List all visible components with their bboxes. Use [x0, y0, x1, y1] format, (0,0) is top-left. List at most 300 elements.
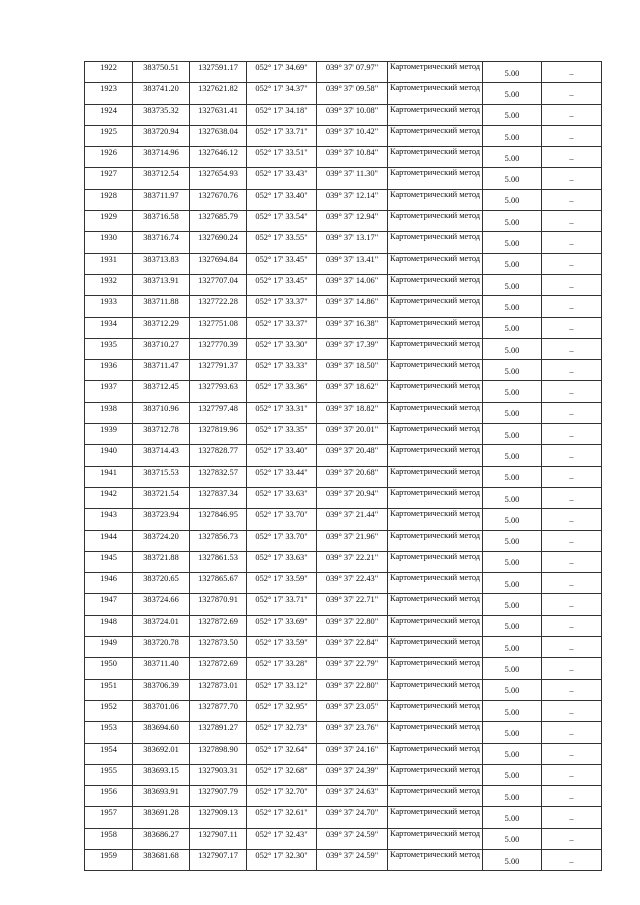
- method-text: Картометрический метод: [389, 594, 481, 604]
- cell-accuracy: [483, 338, 542, 359]
- table-row: [85, 147, 602, 168]
- coord-y-text: 1327797.48: [198, 403, 238, 413]
- latitude-text: 052° 17' 33.54": [255, 212, 308, 222]
- note-text: –: [569, 558, 574, 568]
- accuracy-text: 5.00: [504, 89, 520, 99]
- cell-method: [388, 125, 483, 146]
- cell-accuracy: [483, 509, 542, 530]
- coord-x-text: 383710.96: [143, 403, 179, 413]
- coord-x-text: 383711.97: [143, 190, 179, 200]
- cell-coord-x: [133, 551, 190, 572]
- cell-method: [388, 849, 483, 870]
- longitude-text: 039° 37' 13.41": [325, 254, 379, 264]
- point-number-text: 1951: [100, 680, 117, 690]
- cell-coord-y: [190, 317, 247, 338]
- table-row: [85, 402, 602, 423]
- cell-coord-y: [190, 83, 247, 104]
- point-number-text: 1932: [100, 275, 117, 285]
- longitude-text: 039° 37' 18.62": [325, 382, 379, 392]
- cell-coord-x: [133, 189, 190, 210]
- cell-coord-y: [190, 253, 247, 274]
- cell-note: [542, 509, 602, 530]
- cell-point-number: [85, 573, 133, 594]
- latitude-text: 052° 17' 33.45": [255, 254, 308, 264]
- cell-longitude: [317, 700, 388, 721]
- method-text: Картометрический метод: [389, 83, 481, 93]
- cell-method: [388, 232, 483, 253]
- method-text: Картометрический метод: [389, 807, 481, 817]
- longitude-text: 039° 37' 24.16": [325, 744, 379, 754]
- note-text: –: [569, 771, 574, 781]
- latitude-text: 052° 17' 33.45": [255, 275, 308, 285]
- cell-point-number: [85, 509, 133, 530]
- latitude-text: 052° 17' 33.63": [255, 552, 308, 562]
- latitude-text: 052° 17' 33.33": [255, 361, 308, 371]
- longitude-text: 039° 37' 10.84": [325, 148, 379, 158]
- cell-coord-y: [190, 296, 247, 317]
- cell-latitude: [247, 509, 317, 530]
- cell-point-number: [85, 849, 133, 870]
- note-text: –: [569, 260, 574, 270]
- coord-y-text: 1327694.84: [198, 254, 238, 264]
- cell-accuracy: [483, 637, 542, 658]
- cell-point-number: [85, 211, 133, 232]
- table-row: [85, 253, 602, 274]
- cell-latitude: [247, 573, 317, 594]
- coord-y-text: 1327903.31: [198, 765, 238, 775]
- cell-coord-x: [133, 849, 190, 870]
- longitude-text: 039° 37' 23.05": [325, 701, 379, 711]
- longitude-text: 039° 37' 24.39": [325, 765, 379, 775]
- longitude-text: 039° 37' 13.17": [325, 233, 379, 243]
- longitude-text: 039° 37' 12.14": [325, 190, 379, 200]
- cell-longitude: [317, 807, 388, 828]
- note-text: –: [569, 388, 574, 398]
- coord-y-text: 1327591.17: [198, 63, 238, 72]
- cell-accuracy: [483, 466, 542, 487]
- longitude-text: 039° 37' 24.59": [325, 850, 379, 860]
- cell-coord-x: [133, 700, 190, 721]
- cell-longitude: [317, 594, 388, 615]
- cell-note: [542, 147, 602, 168]
- cell-note: [542, 786, 602, 807]
- longitude-text: 039° 37' 14.86": [325, 297, 379, 307]
- cell-accuracy: [483, 168, 542, 189]
- longitude-text: 039° 37' 07.97": [325, 63, 379, 72]
- cell-coord-x: [133, 807, 190, 828]
- cell-method: [388, 62, 483, 83]
- table-row: [85, 594, 602, 615]
- latitude-text: 052° 17' 32.68": [255, 765, 308, 775]
- cell-latitude: [247, 296, 317, 317]
- accuracy-text: 5.00: [504, 153, 520, 163]
- cell-accuracy: [483, 679, 542, 700]
- latitude-text: 052° 17' 33.71": [255, 595, 308, 605]
- cell-coord-x: [133, 317, 190, 338]
- cell-coord-y: [190, 786, 247, 807]
- cell-coord-x: [133, 253, 190, 274]
- note-text: –: [569, 792, 574, 802]
- cell-longitude: [317, 658, 388, 679]
- cell-accuracy: [483, 189, 542, 210]
- table-row: [85, 189, 602, 210]
- longitude-text: 039° 37' 17.39": [325, 339, 379, 349]
- latitude-text: 052° 17' 32.70": [255, 787, 308, 797]
- cell-coord-y: [190, 104, 247, 125]
- cell-accuracy: [483, 317, 542, 338]
- latitude-text: 052° 17' 33.28": [255, 659, 308, 669]
- cell-coord-x: [133, 466, 190, 487]
- table-row: [85, 658, 602, 679]
- note-text: –: [569, 281, 574, 291]
- cell-coord-y: [190, 189, 247, 210]
- coord-x-text: 383723.94: [143, 510, 179, 520]
- coord-y-text: 1327865.67: [198, 574, 238, 584]
- note-text: –: [569, 473, 574, 483]
- method-text: Картометрический метод: [389, 62, 481, 71]
- coord-x-text: 383720.65: [143, 574, 179, 584]
- accuracy-text: 5.00: [504, 728, 520, 738]
- cell-note: [542, 189, 602, 210]
- cell-point-number: [85, 658, 133, 679]
- accuracy-text: 5.00: [504, 579, 520, 589]
- coord-y-text: 1327621.82: [198, 84, 238, 94]
- cell-coord-x: [133, 402, 190, 423]
- table-row: [85, 211, 602, 232]
- coord-y-text: 1327707.04: [198, 275, 238, 285]
- method-text: Картометрический метод: [389, 466, 481, 476]
- accuracy-text: 5.00: [504, 856, 520, 866]
- longitude-text: 039° 37' 20.01": [325, 425, 379, 435]
- table-row: [85, 274, 602, 295]
- cell-coord-x: [133, 615, 190, 636]
- point-number-text: 1926: [100, 148, 117, 158]
- method-text: Картометрический метод: [389, 424, 481, 434]
- cell-longitude: [317, 722, 388, 743]
- cell-point-number: [85, 807, 133, 828]
- point-number-text: 1931: [100, 254, 117, 264]
- latitude-text: 052° 17' 32.61": [255, 808, 308, 818]
- cell-coord-x: [133, 104, 190, 125]
- cell-point-number: [85, 274, 133, 295]
- coord-x-text: 383724.01: [143, 616, 179, 626]
- latitude-text: 052° 17' 34.69": [255, 63, 308, 72]
- cell-method: [388, 104, 483, 125]
- longitude-text: 039° 37' 22.21": [325, 552, 379, 562]
- coord-y-text: 1327837.34: [198, 488, 238, 498]
- point-number-text: 1937: [100, 382, 117, 392]
- cell-accuracy: [483, 722, 542, 743]
- coord-x-text: 383720.78: [143, 638, 179, 648]
- point-number-text: 1958: [100, 829, 117, 839]
- accuracy-text: 5.00: [504, 345, 520, 355]
- cell-note: [542, 637, 602, 658]
- cell-note: [542, 338, 602, 359]
- table-row: [85, 679, 602, 700]
- cell-latitude: [247, 722, 317, 743]
- table-row: [85, 615, 602, 636]
- cell-longitude: [317, 551, 388, 572]
- cell-method: [388, 828, 483, 849]
- cell-point-number: [85, 679, 133, 700]
- cell-coord-x: [133, 296, 190, 317]
- point-number-text: 1945: [100, 552, 117, 562]
- cell-latitude: [247, 424, 317, 445]
- point-number-text: 1935: [100, 339, 117, 349]
- accuracy-text: 5.00: [504, 302, 520, 312]
- accuracy-text: 5.00: [504, 388, 520, 398]
- accuracy-text: 5.00: [504, 239, 520, 249]
- cell-coord-x: [133, 764, 190, 785]
- cell-point-number: [85, 424, 133, 445]
- cell-note: [542, 360, 602, 381]
- cell-latitude: [247, 232, 317, 253]
- cell-coord-x: [133, 509, 190, 530]
- cell-point-number: [85, 168, 133, 189]
- accuracy-text: 5.00: [504, 409, 520, 419]
- longitude-text: 039° 37' 23.76": [325, 723, 379, 733]
- cell-method: [388, 637, 483, 658]
- coord-x-text: 383735.32: [143, 105, 179, 115]
- cell-method: [388, 338, 483, 359]
- cell-coord-x: [133, 62, 190, 83]
- coord-x-text: 383712.29: [143, 318, 179, 328]
- cell-coord-x: [133, 637, 190, 658]
- cell-accuracy: [483, 424, 542, 445]
- cell-longitude: [317, 147, 388, 168]
- latitude-text: 052° 17' 33.71": [255, 126, 308, 136]
- accuracy-text: 5.00: [504, 281, 520, 291]
- coord-x-text: 383716.74: [143, 233, 179, 243]
- method-text: Картометрический метод: [389, 743, 481, 753]
- table-row: [85, 849, 602, 870]
- cell-accuracy: [483, 594, 542, 615]
- coord-y-text: 1327722.28: [198, 297, 238, 307]
- coord-x-text: 383686.27: [143, 829, 179, 839]
- table-row: [85, 296, 602, 317]
- method-text: Картометрический метод: [389, 487, 481, 497]
- coord-x-text: 383750.51: [143, 63, 179, 72]
- accuracy-text: 5.00: [504, 175, 520, 185]
- cell-longitude: [317, 402, 388, 423]
- table-row: [85, 807, 602, 828]
- coord-y-text: 1327832.57: [198, 467, 238, 477]
- coord-x-text: 383706.39: [143, 680, 179, 690]
- coord-x-text: 383701.06: [143, 701, 179, 711]
- table-row: [85, 551, 602, 572]
- cell-method: [388, 274, 483, 295]
- coord-y-text: 1327791.37: [198, 361, 238, 371]
- cell-accuracy: [483, 62, 542, 83]
- cell-coord-y: [190, 658, 247, 679]
- cell-coord-y: [190, 551, 247, 572]
- cell-point-number: [85, 62, 133, 83]
- coord-x-text: 383715.53: [143, 467, 179, 477]
- point-number-text: 1949: [100, 638, 117, 648]
- cell-latitude: [247, 381, 317, 402]
- cell-note: [542, 658, 602, 679]
- accuracy-text: 5.00: [504, 643, 520, 653]
- latitude-text: 052° 17' 33.12": [255, 680, 308, 690]
- accuracy-text: 5.00: [504, 601, 520, 611]
- table-row: [85, 317, 602, 338]
- accuracy-text: 5.00: [504, 430, 520, 440]
- cell-method: [388, 658, 483, 679]
- point-number-text: 1930: [100, 233, 117, 243]
- cell-note: [542, 466, 602, 487]
- coord-y-text: 1327828.77: [198, 446, 238, 456]
- point-number-text: 1928: [100, 190, 117, 200]
- coord-x-text: 383691.28: [143, 808, 179, 818]
- method-text: Картометрический метод: [389, 637, 481, 647]
- cell-longitude: [317, 125, 388, 146]
- latitude-text: 052° 17' 33.70": [255, 510, 308, 520]
- note-text: –: [569, 111, 574, 121]
- cell-coord-y: [190, 424, 247, 445]
- cell-accuracy: [483, 104, 542, 125]
- cell-coord-y: [190, 764, 247, 785]
- accuracy-text: 5.00: [504, 707, 520, 717]
- cell-point-number: [85, 147, 133, 168]
- method-text: Картометрический метод: [389, 445, 481, 455]
- cell-longitude: [317, 530, 388, 551]
- coord-y-text: 1327877.70: [198, 701, 238, 711]
- note-text: –: [569, 835, 574, 845]
- cell-method: [388, 807, 483, 828]
- latitude-text: 052° 17' 33.43": [255, 169, 308, 179]
- cell-longitude: [317, 381, 388, 402]
- cell-point-number: [85, 381, 133, 402]
- cell-coord-y: [190, 573, 247, 594]
- coord-y-text: 1327685.79: [198, 212, 238, 222]
- accuracy-text: 5.00: [504, 537, 520, 547]
- cell-latitude: [247, 104, 317, 125]
- coord-y-text: 1327909.13: [198, 808, 238, 818]
- note-text: –: [569, 89, 574, 99]
- cell-coord-y: [190, 487, 247, 508]
- cell-point-number: [85, 466, 133, 487]
- longitude-text: 039° 37' 10.08": [325, 105, 379, 115]
- cell-point-number: [85, 445, 133, 466]
- coord-y-text: 1327793.63: [198, 382, 238, 392]
- table-row: [85, 466, 602, 487]
- longitude-text: 039° 37' 22.84": [325, 638, 379, 648]
- cell-latitude: [247, 849, 317, 870]
- accuracy-text: 5.00: [504, 260, 520, 270]
- cell-coord-x: [133, 424, 190, 445]
- point-number-text: 1955: [100, 765, 117, 775]
- coord-y-text: 1327751.08: [198, 318, 238, 328]
- cell-method: [388, 679, 483, 700]
- cell-accuracy: [483, 445, 542, 466]
- note-text: –: [569, 601, 574, 611]
- cell-note: [542, 722, 602, 743]
- accuracy-text: 5.00: [504, 451, 520, 461]
- longitude-text: 039° 37' 20.94": [325, 488, 379, 498]
- cell-coord-x: [133, 360, 190, 381]
- coordinates-table: [84, 61, 602, 871]
- cell-point-number: [85, 125, 133, 146]
- method-text: Картометрический метод: [389, 764, 481, 774]
- latitude-text: 052° 17' 33.35": [255, 425, 308, 435]
- cell-method: [388, 253, 483, 274]
- cell-latitude: [247, 679, 317, 700]
- coord-y-text: 1327846.95: [198, 510, 238, 520]
- coord-x-text: 383724.20: [143, 531, 179, 541]
- cell-coord-x: [133, 338, 190, 359]
- method-text: Картометрический метод: [389, 573, 481, 583]
- point-number-text: 1936: [100, 361, 117, 371]
- accuracy-text: 5.00: [504, 835, 520, 845]
- cell-latitude: [247, 807, 317, 828]
- table-row: [85, 104, 602, 125]
- cell-longitude: [317, 338, 388, 359]
- cell-note: [542, 700, 602, 721]
- table-row: [85, 487, 602, 508]
- cell-point-number: [85, 530, 133, 551]
- coord-x-text: 383713.91: [143, 275, 179, 285]
- point-number-text: 1952: [100, 701, 117, 711]
- cell-note: [542, 679, 602, 700]
- cell-coord-x: [133, 722, 190, 743]
- cell-coord-y: [190, 211, 247, 232]
- note-text: –: [569, 579, 574, 589]
- coord-x-text: 383711.88: [143, 297, 179, 307]
- cell-latitude: [247, 402, 317, 423]
- cell-point-number: [85, 253, 133, 274]
- point-number-text: 1956: [100, 787, 117, 797]
- cell-note: [542, 232, 602, 253]
- cell-latitude: [247, 828, 317, 849]
- cell-latitude: [247, 62, 317, 83]
- note-text: –: [569, 239, 574, 249]
- latitude-text: 052° 17' 33.40": [255, 190, 308, 200]
- cell-point-number: [85, 104, 133, 125]
- note-text: –: [569, 153, 574, 163]
- table-row: [85, 828, 602, 849]
- point-number-text: 1924: [100, 105, 117, 115]
- latitude-text: 052° 17' 32.64": [255, 744, 308, 754]
- latitude-text: 052° 17' 33.30": [255, 339, 308, 349]
- cell-coord-x: [133, 786, 190, 807]
- point-number-text: 1929: [100, 212, 117, 222]
- longitude-text: 039° 37' 22.80": [325, 680, 379, 690]
- cell-method: [388, 573, 483, 594]
- coord-y-text: 1327907.17: [198, 850, 238, 860]
- cell-longitude: [317, 424, 388, 445]
- longitude-text: 039° 37' 24.70": [325, 808, 379, 818]
- cell-accuracy: [483, 743, 542, 764]
- cell-point-number: [85, 743, 133, 764]
- cell-latitude: [247, 615, 317, 636]
- cell-accuracy: [483, 253, 542, 274]
- coord-y-text: 1327770.39: [198, 339, 238, 349]
- longitude-text: 039° 37' 18.82": [325, 403, 379, 413]
- accuracy-text: 5.00: [504, 792, 520, 802]
- coord-y-text: 1327646.12: [198, 148, 238, 158]
- cell-coord-y: [190, 274, 247, 295]
- point-number-text: 1950: [100, 659, 117, 669]
- method-text: Картометрический метод: [389, 381, 481, 391]
- cell-method: [388, 487, 483, 508]
- coord-y-text: 1327872.69: [198, 616, 238, 626]
- cell-point-number: [85, 700, 133, 721]
- cell-latitude: [247, 637, 317, 658]
- table-row: [85, 445, 602, 466]
- table-row: [85, 424, 602, 445]
- cell-longitude: [317, 849, 388, 870]
- cell-note: [542, 487, 602, 508]
